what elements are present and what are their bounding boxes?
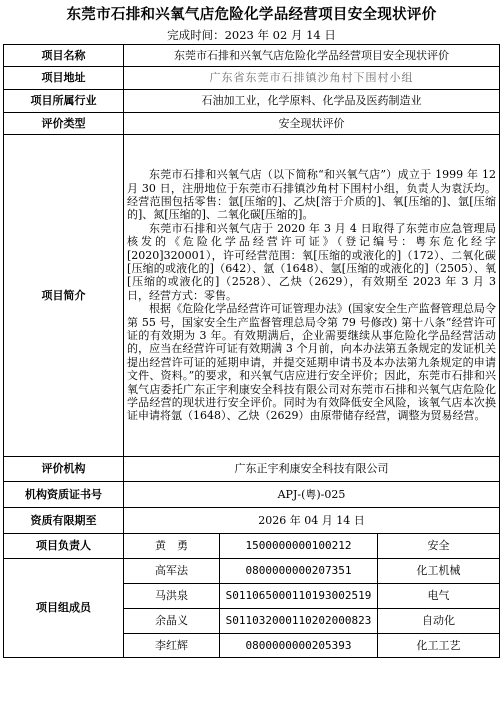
intro-paragraph-3: 根据《危险化学品经营许可证管理办法》(国家安全生产监督管理总局令第 55 号，国家安全生产监督管理总局令第 79 号修改) 第十八条“经营许可证的有效期为 3 年。有效期满后，企业需要继续从事危险化学品经营活动的，应当在经营许可证有效期满 3 个月前，向本办法第五条规定的发证机关提出经营许可证的延期申请，并提交延期申请书及本办法第九条规定的申请文件、资料。”的要求，和兴氧气店应进行安全评价；因此，东莞市石排和兴氧气店委托广东正宇利康安全科技有限公司对东莞市石排和兴氧气店危险化学品经营的现状进行安全评价。同时为有效降低安全风险，该氧气店本次换证申请将氩（1648）、乙炔（2629）由原带储存经营，调整为贸易经营。 [127,302,496,423]
member-row [4,559,500,584]
member-number: S011065000110193002519 [220,584,378,609]
member-name: 高军法 [124,559,220,584]
row-agency [4,457,500,482]
info-table [3,44,500,658]
value-project-name: 东莞市石排和兴氧气店危险化学品经营项目安全现状评价 [124,45,500,67]
row-certificate [4,482,500,508]
member-name: 马洪泉 [124,584,220,609]
label-agency: 评价机构 [4,457,124,482]
member-specialty: 化工工艺 [378,634,500,658]
row-project-address [4,67,500,90]
row-leader [4,534,500,559]
label-project-name: 项目名称 [4,45,124,67]
member-number: 0800000000207351 [220,559,378,584]
row-validity [4,508,500,534]
value-evaluation-type: 安全现状评价 [124,113,500,135]
label-members: 项目组成员 [4,559,124,658]
intro-paragraph-2: 东莞市石排和兴氧气店于 2020 年 3 月 4 日取得了东莞市应急管理局核发的《危险化学品经营许可证》（登记编号：粤东危化经字[2020]320001），许可经营范围：氧[压缩的或液化的]（172）、二氧化碳[压缩的或液化的]（642）、氩（1648）、氩[压缩的或液化的]（2505）、氧[压缩的或液化的]（2528）、乙炔（2629），有效期至 2023 年 3 月 3 日，经营方式：零售。 [127,221,496,302]
leader-specialty: 安全 [378,534,500,559]
label-industry: 项目所属行业 [4,90,124,113]
intro-paragraph-1: 东莞市石排和兴氧气店（以下简称“和兴氧气店”）成立于 1999 年 12 月 30 日，注册地位于东莞市石排镇沙角村下围村小组，负责人为袁沃均。经营范围包括零售：氩[压缩的]、乙炔[溶于介质的]、氧[压缩的]、氩[压缩的]、氮[压缩的]、二氧化碳[压缩的]。 [127,168,496,222]
row-introduction [4,135,500,457]
value-industry: 石油加工业，化学原料、化学品及医药制造业 [124,90,500,113]
row-evaluation-type [4,113,500,135]
member-number: 0800000000205393 [220,634,378,658]
value-certificate: APJ-(粤)-025 [124,482,500,508]
value-project-address: 广东省东莞市石排镇沙角村下围村小组 [124,67,500,90]
label-project-address: 项目地址 [4,67,124,90]
member-number: S011032000110202000823 [220,609,378,634]
leader-number: 1500000000100212 [220,534,378,559]
completion-date: 完成时间：2023 年 02 月 14 日 [167,28,336,42]
report-title: 东莞市石排和兴氧气店危险化学品经营项目安全现状评价 [66,6,437,23]
member-specialty: 化工机械 [378,559,500,584]
value-validity: 2026 年 04 月 14 日 [124,508,500,534]
member-specialty: 电气 [378,584,500,609]
leader-name: 黄 勇 [124,534,220,559]
member-name: 余晶义 [124,609,220,634]
label-validity: 资质有限期至 [4,508,124,534]
member-name: 李红辉 [124,634,220,658]
label-leader: 项目负责人 [4,534,124,559]
value-introduction [124,135,500,457]
label-introduction: 项目简介 [4,135,124,457]
member-specialty: 自动化 [378,609,500,634]
row-industry [4,90,500,113]
value-agency: 广东正宇利康安全科技有限公司 [124,457,500,482]
label-evaluation-type: 评价类型 [4,113,124,135]
label-certificate: 机构资质证书号 [4,482,124,508]
row-project-name [4,45,500,67]
